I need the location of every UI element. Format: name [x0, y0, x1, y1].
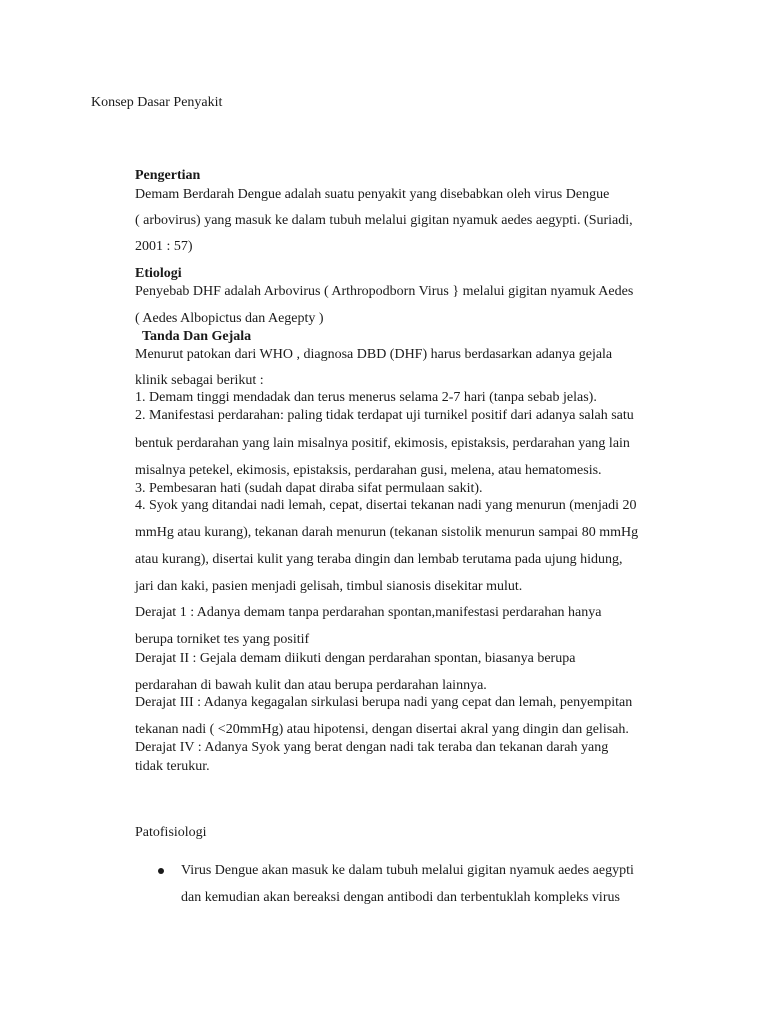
paragraph-line: berupa torniket tes yang positif — [135, 632, 310, 647]
paragraph-line: tekanan nadi ( <20mmHg) atau hipotensi, dengan disertai akral yang dingin dan gelisah. — [135, 722, 629, 737]
paragraph-line: Derajat III : Adanya kegagalan sirkulasi berupa nadi yang cepat dan lemah, penyempitan — [135, 695, 633, 710]
list-item: 2. Manifestasi perdarahan: paling tidak terdapat uji turnikel positif dari adanya salah satu — [135, 408, 634, 423]
paragraph-line: bentuk perdarahan yang lain misalnya positif, ekimosis, epistaksis, perdarahan yang lain — [135, 436, 630, 451]
paragraph-line: klinik sebagai berikut : — [135, 373, 264, 388]
paragraph-line: Derajat IV : Adanya Syok yang berat dengan nadi tak teraba dan tekanan darah yang — [135, 740, 609, 755]
heading-patofisiologi: Patofisiologi — [135, 825, 207, 840]
heading-etiologi: Etiologi — [135, 266, 182, 281]
list-item: 1. Demam tinggi mendadak dan terus menerus selama 2-7 hari (tanpa sebab jelas). — [135, 390, 597, 405]
paragraph-line: Menurut patokan dari WHO , diagnosa DBD (DHF) harus berdasarkan adanya gejala — [135, 347, 613, 362]
paragraph-line: misalnya petekel, ekimosis, epistaksis, perdarahan gusi, melena, atau hematomesis. — [135, 463, 602, 478]
heading-tanda-gejala: Tanda Dan Gejala — [142, 329, 252, 344]
list-item: dan kemudian akan bereaksi dengan antibodi dan terbentuklah kompleks virus — [181, 890, 620, 905]
paragraph-line: Derajat II : Gejala demam diikuti dengan perdarahan spontan, biasanya berupa — [135, 651, 576, 666]
list-item: Virus Dengue akan masuk ke dalam tubuh melalui gigitan nyamuk aedes aegypti — [181, 863, 634, 878]
paragraph-line: mmHg atau kurang), tekanan darah menurun (tekanan sistolik menurun sampai 80 mmHg — [135, 525, 639, 540]
bullet-icon — [158, 868, 164, 874]
paragraph-line: ( arbovirus) yang masuk ke dalam tubuh melalui gigitan nyamuk aedes aegypti. (Suriadi, — [135, 213, 633, 228]
paragraph-line: ( Aedes Albopictus dan Aegepty ) — [135, 311, 324, 326]
paragraph-line: Demam Berdarah Dengue adalah suatu penyakit yang disebabkan oleh virus Dengue — [135, 187, 610, 202]
paragraph-line: jari dan kaki, pasien menjadi gelisah, timbul sianosis disekitar mulut. — [135, 579, 523, 594]
paragraph-line: Derajat 1 : Adanya demam tanpa perdarahan spontan,manifestasi perdarahan hanya — [135, 605, 602, 620]
list-item: 4. Syok yang ditandai nadi lemah, cepat, disertai tekanan nadi yang menurun (menjadi 20 — [135, 498, 637, 513]
paragraph-line: Penyebab DHF adalah Arbovirus ( Arthropodborn Virus } melalui gigitan nyamuk Aedes — [135, 284, 634, 299]
heading-pengertian: Pengertian — [135, 168, 201, 183]
list-item: 3. Pembesaran hati (sudah dapat diraba sifat permulaan sakit). — [135, 481, 483, 496]
paragraph-line: perdarahan di bawah kulit dan atau berupa perdarahan lainnya. — [135, 678, 487, 693]
paragraph-line: atau kurang), disertai kulit yang teraba dingin dan lembab terutama pada ujung hidung, — [135, 552, 623, 567]
paragraph-line: 2001 : 57) — [135, 239, 193, 254]
document-title: Konsep Dasar Penyakit — [91, 95, 223, 110]
paragraph-line: tidak terukur. — [135, 759, 210, 774]
